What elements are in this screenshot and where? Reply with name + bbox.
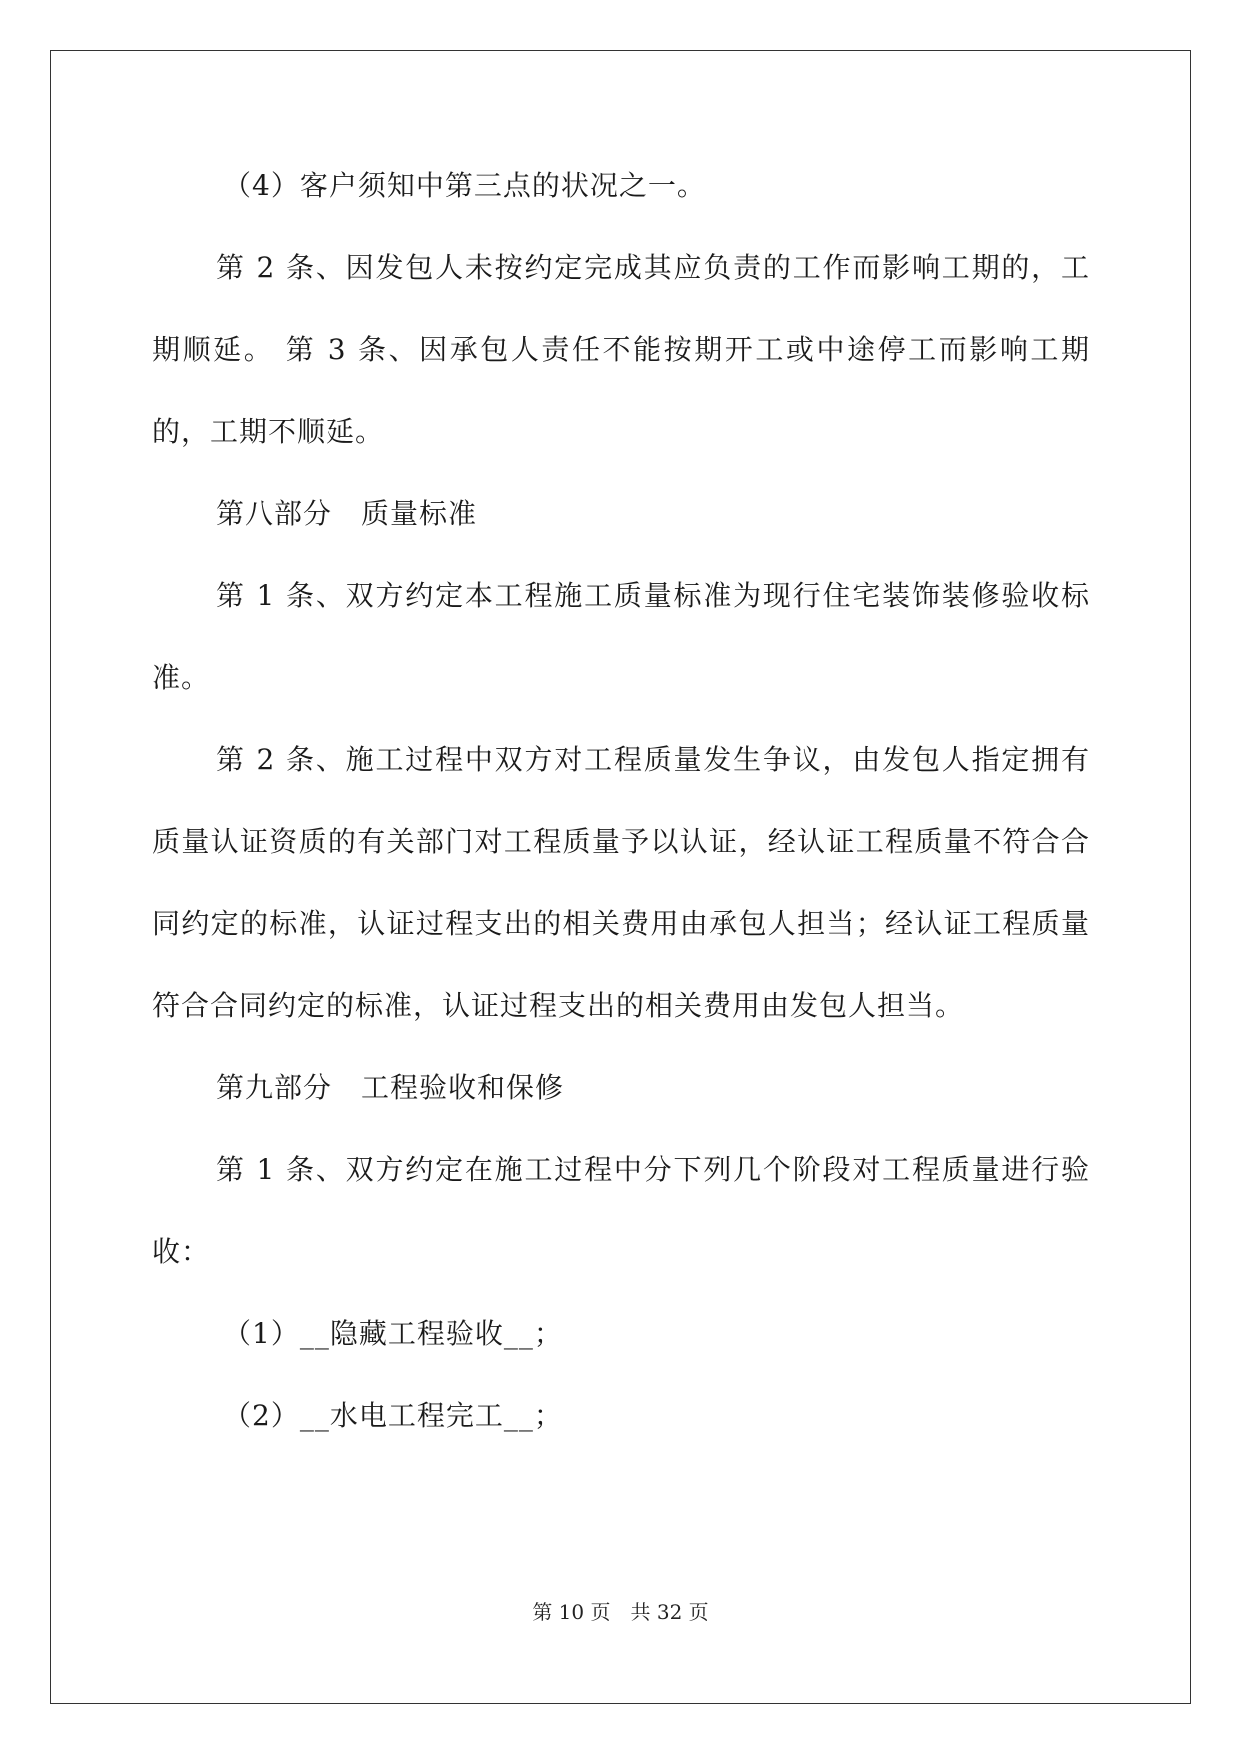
section-heading: 第八部分 质量标准 (216, 497, 478, 530)
paragraph: （4）客户须知中第三点的状况之一。 (223, 169, 706, 202)
list-item: （2）__水电工程完工__； (223, 1399, 563, 1432)
section-heading: 第九部分 工程验收和保修 (216, 1071, 565, 1104)
list-item: （1）__隐藏工程验收__； (223, 1317, 563, 1350)
document-body (152, 145, 1090, 1457)
paragraph: 第 2 条、施工过程中双方对工程质量发生争议，由发包人指定拥有质量认证资质的有关部门对工程质量予以认证，经认证工程质量不符合合同约定的标准，认证过程支出的相关费用由承包人担当；经认证工程质量符合合同约定的标准，认证过程支出的相关费用由发包人担当。 (152, 743, 1090, 1022)
paragraph: 第 2 条、因发包人未按约定完成其应负责的工作而影响工期的，工期顺延。 第 3 条、因承包人责任不能按期开工或中途停工而影响工期的，工期不顺延。 (152, 251, 1090, 448)
page-number: 第 10 页 共 32 页 (532, 1600, 709, 1624)
paragraph: 第 1 条、双方约定在施工过程中分下列几个阶段对工程质量进行验收： (152, 1153, 1090, 1268)
paragraph: 第 1 条、双方约定本工程施工质量标准为现行住宅装饰装修验收标准。 (152, 579, 1090, 694)
